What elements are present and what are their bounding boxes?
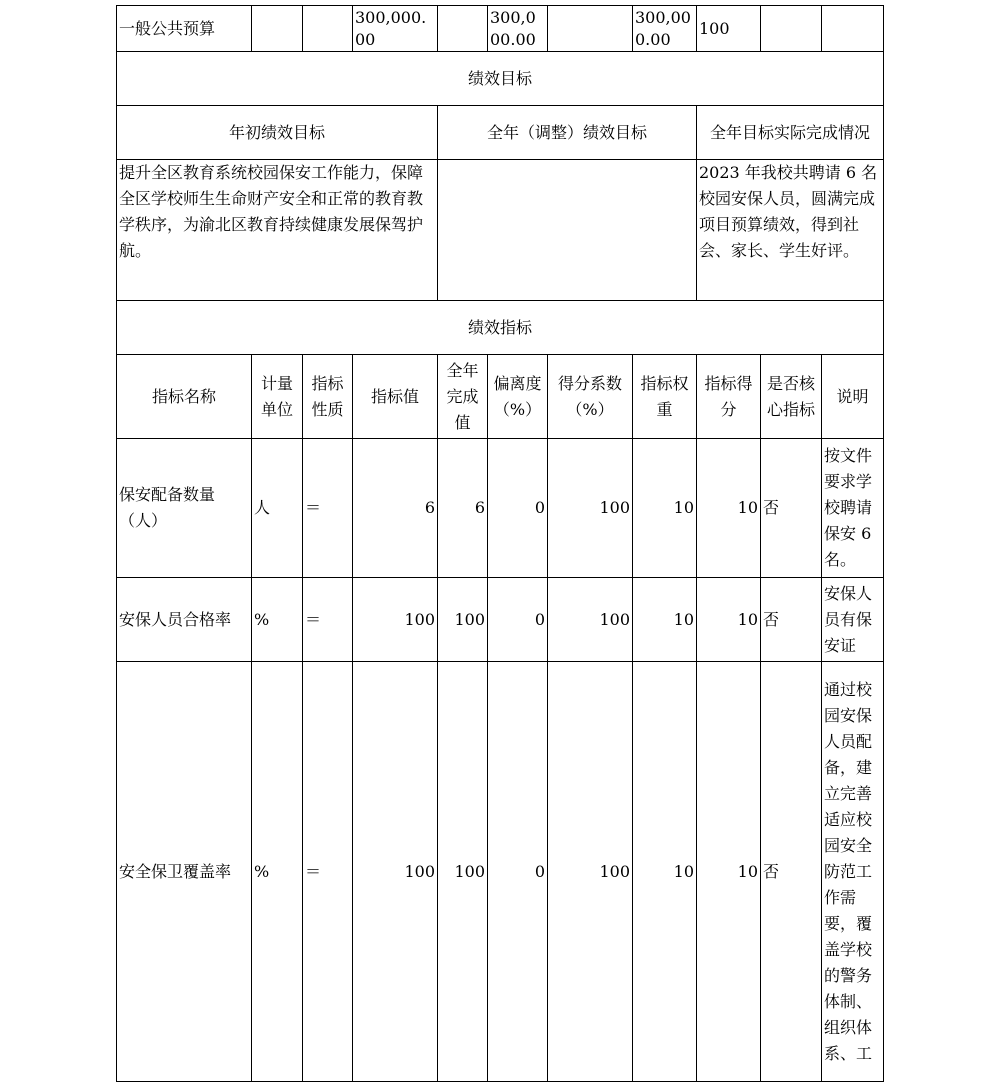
- budget-cell-2: [252, 6, 303, 52]
- indicator-unit: %: [252, 578, 303, 662]
- goals-header-row: [117, 106, 884, 160]
- budget-row: [117, 6, 884, 52]
- goals-initial-text: 提升全区教育系统校园保安工作能力，保障全区学校师生生命财产安全和正常的教育教学秩序，为渝北区教育持续健康发展保驾护航。: [117, 160, 438, 301]
- indicator-unit: %: [252, 662, 303, 1082]
- indicator-unit: 人: [252, 439, 303, 578]
- header-weight: 指标权重: [633, 355, 697, 439]
- indicator-score: 10: [697, 662, 761, 1082]
- indicator-weight: 10: [633, 578, 697, 662]
- budget-cell-3: [303, 6, 353, 52]
- header-target: 指标值: [353, 355, 438, 439]
- indicator-nature: ＝: [303, 439, 353, 578]
- budget-rate: 100: [697, 6, 761, 52]
- budget-cell-5: [438, 6, 488, 52]
- goals-header-adjusted: 全年（调整）绩效目标: [438, 106, 697, 160]
- indicator-note: 安保人员有保安证: [822, 578, 884, 662]
- performance-table: [116, 5, 884, 1082]
- budget-cell-7: [548, 6, 633, 52]
- indicator-deviation: 0: [488, 578, 548, 662]
- indicator-core: 否: [761, 439, 822, 578]
- header-deviation: 偏离度（%）: [488, 355, 548, 439]
- budget-annual: 300,000.00: [353, 6, 438, 52]
- indicator-deviation: 0: [488, 439, 548, 578]
- indicator-header-row: [117, 355, 884, 439]
- indicator-target: 6: [353, 439, 438, 578]
- budget-cell-10: [761, 6, 822, 52]
- indicator-completed: 100: [438, 578, 488, 662]
- budget-cell-11: [822, 6, 884, 52]
- indicator-core: 否: [761, 578, 822, 662]
- indicator-target: 100: [353, 662, 438, 1082]
- indicator-name: 保安配备数量（人）: [117, 439, 252, 578]
- indicator-note: 按文件要求学校聘请保安 6 名。: [822, 439, 884, 578]
- indicator-coefficient: 100: [548, 439, 633, 578]
- header-score: 指标得分: [697, 355, 761, 439]
- budget-score-amount: 300,000.00: [633, 6, 697, 52]
- budget-label: 一般公共预算: [117, 6, 252, 52]
- indicator-coefficient: 100: [548, 662, 633, 1082]
- indicator-deviation: 0: [488, 662, 548, 1082]
- indicator-completed: 6: [438, 439, 488, 578]
- indicator-note: 通过校园安保人员配备，建立完善适应校园安全防范工作需要，覆盖学校的警务体制、组织体系、工: [822, 662, 884, 1082]
- table-row: [117, 662, 884, 1082]
- header-completed: 全年完成值: [438, 355, 488, 439]
- header-unit: 计量单位: [252, 355, 303, 439]
- budget-executed: 300,000.00: [488, 6, 548, 52]
- indicator-core: 否: [761, 662, 822, 1082]
- goals-header-actual: 全年目标实际完成情况: [697, 106, 884, 160]
- indicator-weight: 10: [633, 662, 697, 1082]
- section-title-indicators: 绩效指标: [117, 301, 884, 355]
- goals-actual-text: 2023 年我校共聘请 6 名校园安保人员，圆满完成项目预算绩效，得到社会、家长、学生好评。: [697, 160, 884, 301]
- goals-content-row: [117, 160, 884, 301]
- indicator-name: 安全保卫覆盖率: [117, 662, 252, 1082]
- header-note: 说明: [822, 355, 884, 439]
- indicator-score: 10: [697, 578, 761, 662]
- section-title-goals: 绩效目标: [117, 52, 884, 106]
- indicator-completed: 100: [438, 662, 488, 1082]
- header-coefficient: 得分系数（%）: [548, 355, 633, 439]
- indicator-weight: 10: [633, 439, 697, 578]
- indicator-nature: ＝: [303, 578, 353, 662]
- goals-header-initial: 年初绩效目标: [117, 106, 438, 160]
- header-core: 是否核心指标: [761, 355, 822, 439]
- header-nature: 指标性质: [303, 355, 353, 439]
- indicator-name: 安保人员合格率: [117, 578, 252, 662]
- header-name: 指标名称: [117, 355, 252, 439]
- goals-adjusted-text: [438, 160, 697, 301]
- indicator-score: 10: [697, 439, 761, 578]
- indicator-nature: ＝: [303, 662, 353, 1082]
- indicator-target: 100: [353, 578, 438, 662]
- table-row: [117, 578, 884, 662]
- table-row: [117, 439, 884, 578]
- indicator-coefficient: 100: [548, 578, 633, 662]
